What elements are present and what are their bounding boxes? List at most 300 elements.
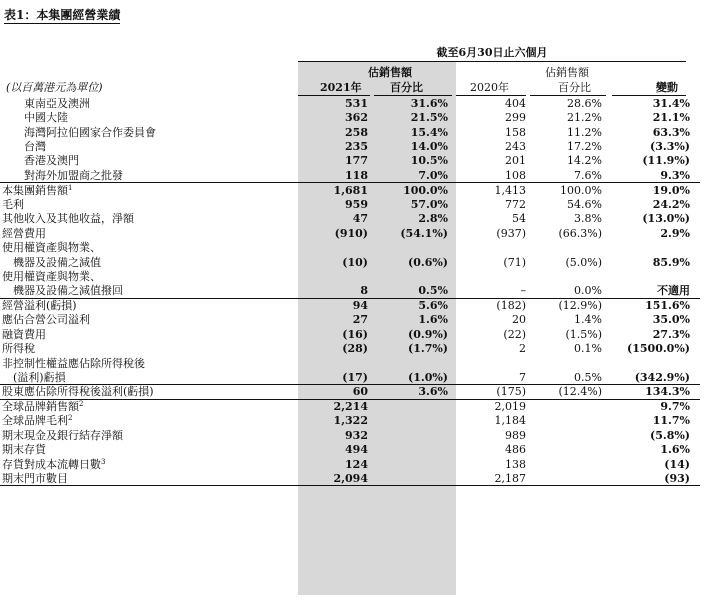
pct-2021 [370, 125, 456, 139]
row-label [0, 255, 298, 269]
period-header: 截至6月30日止六個月 [436, 46, 548, 59]
value-2020-text: (71) [503, 255, 526, 269]
row-label-text: (溢利)虧損 [2, 370, 66, 384]
pct-2021-text: 57.0% [410, 197, 448, 211]
table-row [0, 428, 700, 442]
row-label [0, 341, 298, 355]
value-2020-text: 1,184 [494, 414, 526, 428]
change-value-text: 19.0% [652, 183, 690, 197]
pct-2020 [530, 168, 608, 182]
change-value [608, 212, 700, 226]
pct-2021-text: 5.6% [418, 299, 448, 313]
table-title: 表1：本集團經營業績 [4, 8, 121, 22]
row-label-text: 使用權資產與物業、 [2, 269, 101, 283]
table-row [0, 457, 700, 471]
value-2021-text: 8 [360, 284, 368, 298]
table-row [0, 370, 700, 384]
table-row [0, 240, 700, 254]
change-value-text: (11.9%) [642, 154, 690, 168]
change-value [608, 110, 700, 124]
value-2020-text: 158 [505, 125, 526, 139]
value-2020 [456, 183, 530, 197]
value-2020 [456, 240, 530, 254]
value-2021-text: (10) [342, 255, 368, 269]
value-2020 [456, 298, 530, 312]
pct-2021 [370, 284, 456, 298]
value-2021-text: 27 [352, 313, 368, 327]
header-sales-pct-2020-line1: 佔銷售額 [545, 66, 589, 79]
value-2020-text: 299 [505, 111, 526, 125]
table-row [0, 414, 700, 428]
pct-2020-text: 0.5% [574, 370, 602, 384]
value-2020 [456, 370, 530, 384]
value-2020-text: 7 [519, 370, 526, 384]
row-label [0, 226, 298, 240]
pct-2020-text: 100.0% [560, 183, 602, 197]
row-label [0, 298, 298, 312]
pct-2021 [370, 240, 456, 254]
pct-2021 [370, 269, 456, 283]
value-2021 [298, 313, 370, 327]
table-row [0, 313, 700, 327]
value-2021 [298, 457, 370, 471]
row-label [0, 428, 298, 442]
change-value [608, 443, 700, 457]
row-label-text: 應佔合營公司溢利 [2, 313, 90, 327]
value-2021 [298, 226, 370, 240]
value-2021-text: 47 [352, 212, 368, 226]
pct-2021 [370, 341, 456, 355]
value-2021-text: 1,681 [333, 183, 368, 197]
pct-2021-text: 31.6% [410, 96, 448, 110]
table-row [0, 125, 700, 139]
change-value [608, 313, 700, 327]
footnote-marker: 2 [68, 414, 73, 423]
row-label-text: 香港及澳門 [24, 154, 79, 168]
pct-2021 [370, 96, 456, 110]
pct-2020 [530, 385, 608, 399]
change-value [608, 96, 700, 110]
value-2020 [456, 284, 530, 298]
value-2020 [456, 443, 530, 457]
pct-2021 [370, 385, 456, 399]
row-label-text: 毛利 [2, 197, 24, 211]
change-value [608, 139, 700, 153]
change-value-text: 24.2% [652, 197, 690, 211]
change-value [608, 183, 700, 197]
change-value [608, 240, 700, 254]
value-2021 [298, 385, 370, 399]
row-label [0, 370, 298, 384]
table-row [0, 399, 700, 413]
pct-2021-text: 7.0% [418, 168, 448, 182]
header-sales-pct-2021-line2: 百分比 [390, 81, 423, 94]
pct-2020 [530, 284, 608, 298]
row-label [0, 399, 298, 413]
row-label [0, 327, 298, 341]
pct-2020 [530, 356, 608, 370]
pct-2021 [370, 414, 456, 428]
table-row [0, 327, 700, 341]
value-2020-text: 2,019 [494, 400, 526, 414]
row-label [0, 240, 298, 254]
pct-2020 [530, 269, 608, 283]
pct-2020 [530, 139, 608, 153]
header-sales-pct-2021-line1: 估銷售額 [368, 66, 412, 79]
pct-2020 [530, 96, 608, 110]
pct-2021 [370, 298, 456, 312]
header-2020: 2020年 [470, 81, 509, 94]
value-2020 [456, 399, 530, 413]
value-2020 [456, 471, 530, 485]
value-2020 [456, 385, 530, 399]
change-value [608, 298, 700, 312]
value-2020 [456, 226, 530, 240]
table-row [0, 226, 700, 240]
table-row [0, 471, 700, 485]
pct-2020 [530, 255, 608, 269]
row-label [0, 212, 298, 226]
change-value [608, 125, 700, 139]
pct-2020 [530, 212, 608, 226]
pct-2020 [530, 341, 608, 355]
row-label-text: 對海外加盟商之批發 [24, 168, 123, 182]
value-2020 [456, 313, 530, 327]
table-row [0, 385, 700, 399]
pct-2021 [370, 399, 456, 413]
pct-2021 [370, 356, 456, 370]
value-2021-text: 959 [345, 197, 368, 211]
row-label-text: 機器及設備之減值 [2, 255, 101, 269]
change-value-text: 9.7% [660, 400, 690, 414]
table-row [0, 139, 700, 153]
row-label-text: 全球品牌銷售額 [2, 400, 79, 414]
value-2020 [456, 457, 530, 471]
value-2020 [456, 414, 530, 428]
change-value-text: 不適用 [657, 284, 690, 298]
change-value [608, 168, 700, 182]
change-value-text: (342.9%) [634, 370, 690, 384]
value-2021-text: (16) [342, 327, 368, 341]
value-2021 [298, 284, 370, 298]
pct-2021 [370, 255, 456, 269]
row-label [0, 168, 298, 182]
change-value [608, 226, 700, 240]
value-2021-text: (28) [342, 342, 368, 356]
change-value-text: (13.0%) [642, 212, 690, 226]
row-label-text: 經營費用 [2, 226, 46, 240]
row-label-text: 本集團銷售額 [2, 183, 68, 197]
value-2021-text: 932 [345, 428, 368, 442]
value-2021 [298, 240, 370, 254]
value-2020 [456, 356, 530, 370]
value-2020-text: 138 [505, 457, 526, 471]
pct-2021 [370, 154, 456, 168]
pct-2021-text: 15.4% [410, 125, 448, 139]
value-2020-text: 201 [505, 154, 526, 168]
row-label-text: 海灣阿拉伯國家合作委員會 [24, 125, 156, 139]
value-2021 [298, 356, 370, 370]
pct-2020-text: 54.6% [567, 197, 602, 211]
pct-2021 [370, 183, 456, 197]
pct-2021-text: 21.5% [410, 111, 448, 125]
value-2021 [298, 341, 370, 355]
table-row [0, 298, 700, 312]
change-value-text: 1.6% [660, 443, 690, 457]
value-2021-text: 2,214 [333, 400, 368, 414]
row-label-text: 台灣 [24, 140, 46, 154]
value-2021 [298, 96, 370, 110]
pct-2020 [530, 298, 608, 312]
change-value [608, 399, 700, 413]
pct-2020-text: 0.0% [574, 284, 602, 298]
pct-2020 [530, 414, 608, 428]
row-label [0, 385, 298, 399]
row-label [0, 183, 298, 197]
pct-2020 [530, 471, 608, 485]
change-value-text: 31.4% [652, 96, 690, 110]
pct-2021-text: 14.0% [410, 140, 448, 154]
change-value [608, 356, 700, 370]
pct-2020 [530, 125, 608, 139]
change-value-text: (5.8%) [650, 428, 690, 442]
pct-2020-text: 1.4% [574, 313, 602, 327]
change-value [608, 284, 700, 298]
pct-2020-text: (12.9%) [558, 299, 602, 313]
change-value [608, 471, 700, 485]
row-label-text: 股東應佔除所得稅後溢利(虧損) [2, 385, 154, 399]
pct-2021 [370, 471, 456, 485]
row-label-text: 其他收入及其他收益，淨額 [2, 212, 134, 226]
change-value [608, 255, 700, 269]
value-2021-text: 2,094 [333, 471, 368, 485]
footnote-marker: 2 [79, 400, 84, 409]
pct-2020-text: (12.4%) [558, 385, 602, 399]
pct-2020 [530, 313, 608, 327]
pct-2021-text: (1.0%) [408, 370, 448, 384]
change-value-text: 21.1% [652, 111, 690, 125]
change-value [608, 154, 700, 168]
pct-2020-text: 21.2% [567, 111, 602, 125]
change-value-text: (93) [664, 471, 690, 485]
change-value [608, 341, 700, 355]
value-2020 [456, 110, 530, 124]
pct-2020 [530, 457, 608, 471]
row-label-text: 期末門市數目 [2, 471, 68, 485]
value-2020 [456, 96, 530, 110]
value-2020 [456, 168, 530, 182]
row-label-text: 使用權資產與物業、 [2, 241, 101, 255]
pct-2020 [530, 443, 608, 457]
value-2021-text: 94 [352, 299, 368, 313]
header-change: 變動 [656, 81, 678, 94]
change-value [608, 385, 700, 399]
pct-2021 [370, 139, 456, 153]
value-2020 [456, 125, 530, 139]
value-2021 [298, 399, 370, 413]
pct-2021 [370, 212, 456, 226]
pct-2020 [530, 110, 608, 124]
value-2020 [456, 139, 530, 153]
pct-2020-text: 7.6% [574, 168, 602, 182]
value-2021-text: 60 [352, 385, 368, 399]
value-2021 [298, 428, 370, 442]
value-2020-text: 2,187 [494, 471, 526, 485]
pct-2020 [530, 226, 608, 240]
row-label-text: 機器及設備之減值撥回 [2, 284, 123, 298]
pct-2020 [530, 370, 608, 384]
value-2021 [298, 298, 370, 312]
value-2021 [298, 183, 370, 197]
value-2020 [456, 269, 530, 283]
pct-2021 [370, 443, 456, 457]
pct-2021 [370, 313, 456, 327]
value-2021 [298, 212, 370, 226]
value-2021-text: 362 [345, 111, 368, 125]
row-label [0, 443, 298, 457]
header-sales-pct-2020-line2: 百分比 [558, 81, 591, 94]
value-2021 [298, 414, 370, 428]
value-2020-text: 243 [505, 140, 526, 154]
pct-2020-text: 28.6% [567, 96, 602, 110]
pct-2021 [370, 327, 456, 341]
value-2020 [456, 428, 530, 442]
value-2020 [456, 197, 530, 211]
change-value [608, 327, 700, 341]
row-label-text: 期末存貨 [2, 443, 46, 457]
pct-2021-text: 100.0% [403, 183, 448, 197]
table-row [0, 154, 700, 168]
change-value-text: (1500.0%) [627, 342, 690, 356]
value-2020-text: (937) [496, 226, 526, 240]
value-2020 [456, 212, 530, 226]
value-2020-text: (182) [496, 299, 526, 313]
change-value [608, 370, 700, 384]
value-2021 [298, 471, 370, 485]
pct-2021-text: 10.5% [410, 154, 448, 168]
value-2021-text: 118 [345, 168, 368, 182]
value-2021 [298, 139, 370, 153]
pct-2021 [370, 168, 456, 182]
table-row [0, 341, 700, 355]
change-value-text: 9.3% [660, 168, 690, 182]
value-2020-text: (175) [496, 385, 526, 399]
pct-2020-text: (1.5%) [565, 327, 602, 341]
pct-2020-text: 17.2% [567, 140, 602, 154]
change-value-text: (3.3%) [650, 140, 690, 154]
value-2020-text: (22) [503, 327, 526, 341]
value-2021 [298, 197, 370, 211]
pct-2020-text: 0.1% [574, 342, 602, 356]
value-2021-text: 494 [345, 443, 368, 457]
period-underline [298, 61, 686, 62]
value-2021 [298, 125, 370, 139]
change-value-text: 27.3% [652, 327, 690, 341]
table-row [0, 183, 700, 197]
row-label-text: 融資費用 [2, 327, 46, 341]
value-2020 [456, 255, 530, 269]
value-2021-text: (17) [342, 370, 368, 384]
change-value [608, 414, 700, 428]
pct-2020-text: (5.0%) [565, 255, 602, 269]
table-row [0, 443, 700, 457]
pct-2020-text: 3.8% [574, 212, 602, 226]
row-label-text: 經營溢利(虧損) [2, 299, 77, 313]
row-label-text: 非控制性權益應佔除所得稅後 [2, 356, 145, 370]
row-label-text: 存貨對成本流轉日數 [2, 457, 101, 471]
pct-2021-text: 2.8% [418, 212, 448, 226]
value-2021-text: (910) [334, 226, 368, 240]
pct-2021-text: (1.7%) [408, 342, 448, 356]
value-2020-text: 108 [505, 168, 526, 182]
value-2021 [298, 110, 370, 124]
row-label [0, 197, 298, 211]
table-row [0, 212, 700, 226]
pct-2021 [370, 197, 456, 211]
change-value-text: 134.3% [645, 385, 690, 399]
value-2020-text: 486 [505, 443, 526, 457]
pct-2021-text: 1.6% [418, 313, 448, 327]
value-2020-text: 54 [512, 212, 526, 226]
value-2021 [298, 443, 370, 457]
table-row [0, 255, 700, 269]
value-2021-text: 177 [345, 154, 368, 168]
change-value-text: 63.3% [652, 125, 690, 139]
change-value [608, 269, 700, 283]
table-row [0, 110, 700, 124]
footnote-marker: 3 [101, 457, 106, 466]
value-2020-text: 772 [505, 197, 526, 211]
change-value-text: 35.0% [652, 313, 690, 327]
value-2020-text: 404 [505, 96, 526, 110]
value-2020-text: 20 [512, 313, 526, 327]
change-value [608, 428, 700, 442]
pct-2020 [530, 327, 608, 341]
unit-label: (以百萬港元為單位) [6, 81, 103, 94]
value-2021 [298, 269, 370, 283]
pct-2020 [530, 399, 608, 413]
row-label [0, 269, 298, 283]
value-2020-text: – [520, 284, 526, 298]
pct-2020 [530, 197, 608, 211]
footnote-marker: 1 [68, 183, 73, 192]
value-2021-text: 235 [345, 140, 368, 154]
change-value-text: 151.6% [645, 299, 690, 313]
row-label [0, 139, 298, 153]
value-2021 [298, 255, 370, 269]
pct-2021-text: (54.1%) [400, 226, 448, 240]
row-label [0, 110, 298, 124]
row-label [0, 356, 298, 370]
row-label [0, 154, 298, 168]
pct-2021-text: 0.5% [418, 284, 448, 298]
table-row [0, 356, 700, 370]
value-2020 [456, 154, 530, 168]
row-label [0, 125, 298, 139]
value-2021 [298, 168, 370, 182]
pct-2021 [370, 226, 456, 240]
pct-2020 [530, 428, 608, 442]
value-2021-text: 1,322 [333, 414, 368, 428]
value-2021-text: 258 [345, 125, 368, 139]
change-value-text: 85.9% [652, 255, 690, 269]
pct-2021 [370, 457, 456, 471]
pct-2021-text: (0.6%) [408, 255, 448, 269]
value-2020-text: 2 [519, 342, 526, 356]
row-label-text: 所得稅 [2, 342, 35, 356]
value-2021-text: 531 [345, 96, 368, 110]
pct-2020-text: 14.2% [567, 154, 602, 168]
